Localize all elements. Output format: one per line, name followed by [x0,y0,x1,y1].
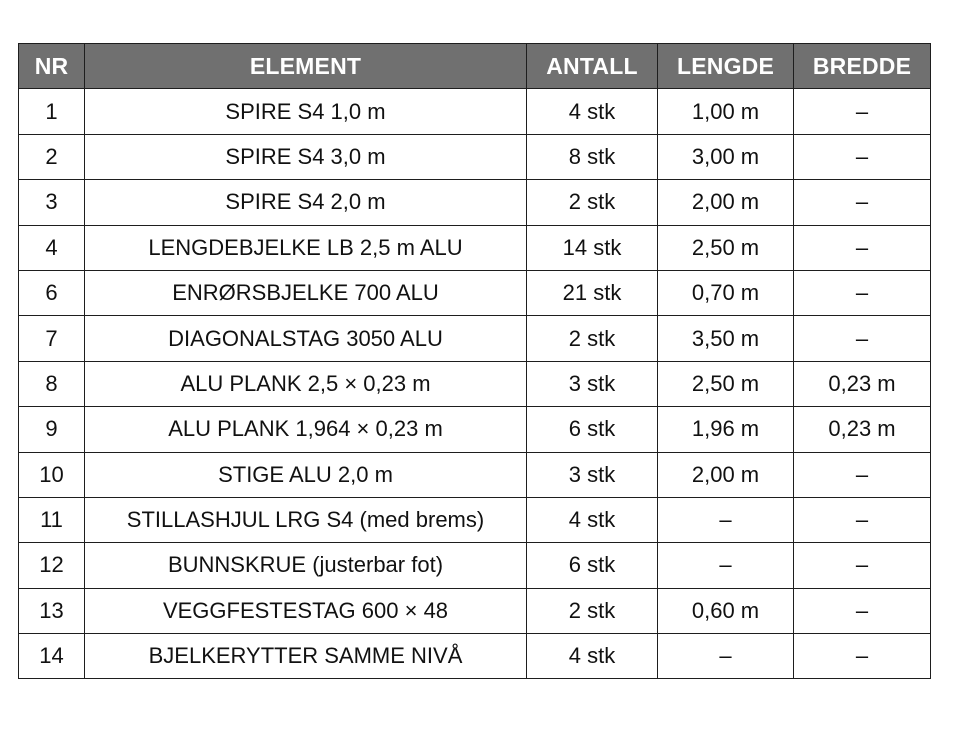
cell-antall: 21 stk [527,270,658,315]
cell-bredde: – [794,180,931,225]
cell-lengde: 2,50 m [658,361,794,406]
table-row [19,225,931,270]
cell-lengde: 3,00 m [658,134,794,179]
header-bredde: BREDDE [794,44,931,89]
cell-element: BJELKERYTTER SAMME NIVÅ [85,634,527,679]
table-row [19,270,931,315]
cell-antall: 2 stk [527,316,658,361]
header-antall: ANTALL [527,44,658,89]
cell-nr: 8 [19,361,85,406]
table-row [19,134,931,179]
table-row [19,452,931,497]
table-header [19,44,931,89]
cell-bredde: – [794,270,931,315]
cell-antall: 3 stk [527,361,658,406]
cell-antall: 2 stk [527,180,658,225]
cell-nr: 13 [19,588,85,633]
cell-bredde: – [794,497,931,542]
cell-antall: 4 stk [527,89,658,134]
cell-element: STILLASHJUL LRG S4 (med brems) [85,497,527,542]
cell-lengde: 1,00 m [658,89,794,134]
cell-element: ENRØRSBJELKE 700 ALU [85,270,527,315]
header-row [19,44,931,89]
cell-lengde: 0,60 m [658,588,794,633]
cell-nr: 11 [19,497,85,542]
cell-lengde: 3,50 m [658,316,794,361]
cell-element: ALU PLANK 1,964 × 0,23 m [85,407,527,452]
table-row [19,407,931,452]
parts-list-table [18,43,931,679]
table-row [19,497,931,542]
cell-bredde: 0,23 m [794,407,931,452]
cell-element: STIGE ALU 2,0 m [85,452,527,497]
table-row [19,361,931,406]
cell-lengde: – [658,634,794,679]
table-row [19,588,931,633]
table-row [19,89,931,134]
cell-lengde: 2,00 m [658,452,794,497]
cell-antall: 4 stk [527,497,658,542]
cell-bredde: – [794,225,931,270]
cell-nr: 7 [19,316,85,361]
cell-antall: 6 stk [527,407,658,452]
cell-bredde: – [794,89,931,134]
cell-bredde: – [794,134,931,179]
cell-bredde: – [794,316,931,361]
cell-lengde: 1,96 m [658,407,794,452]
cell-lengde: – [658,497,794,542]
table-row [19,543,931,588]
cell-bredde: – [794,543,931,588]
table-row [19,634,931,679]
cell-antall: 3 stk [527,452,658,497]
table-row [19,180,931,225]
cell-element: LENGDEBJELKE LB 2,5 m ALU [85,225,527,270]
cell-lengde: 2,00 m [658,180,794,225]
cell-nr: 4 [19,225,85,270]
cell-nr: 2 [19,134,85,179]
cell-nr: 9 [19,407,85,452]
header-element: ELEMENT [85,44,527,89]
cell-antall: 4 stk [527,634,658,679]
cell-element: DIAGONALSTAG 3050 ALU [85,316,527,361]
cell-element: ALU PLANK 2,5 × 0,23 m [85,361,527,406]
cell-element: SPIRE S4 3,0 m [85,134,527,179]
cell-bredde: – [794,452,931,497]
cell-nr: 1 [19,89,85,134]
cell-nr: 14 [19,634,85,679]
cell-antall: 6 stk [527,543,658,588]
table-row [19,316,931,361]
cell-element: VEGGFESTESTAG 600 × 48 [85,588,527,633]
header-nr: NR [19,44,85,89]
cell-lengde: 0,70 m [658,270,794,315]
cell-nr: 12 [19,543,85,588]
cell-element: SPIRE S4 1,0 m [85,89,527,134]
cell-nr: 3 [19,180,85,225]
cell-antall: 8 stk [527,134,658,179]
cell-antall: 14 stk [527,225,658,270]
cell-lengde: – [658,543,794,588]
cell-bredde: 0,23 m [794,361,931,406]
cell-element: BUNNSKRUE (justerbar fot) [85,543,527,588]
header-lengde: LENGDE [658,44,794,89]
cell-antall: 2 stk [527,588,658,633]
cell-nr: 10 [19,452,85,497]
cell-element: SPIRE S4 2,0 m [85,180,527,225]
cell-bredde: – [794,588,931,633]
table-body [19,89,931,679]
cell-lengde: 2,50 m [658,225,794,270]
cell-bredde: – [794,634,931,679]
cell-nr: 6 [19,270,85,315]
